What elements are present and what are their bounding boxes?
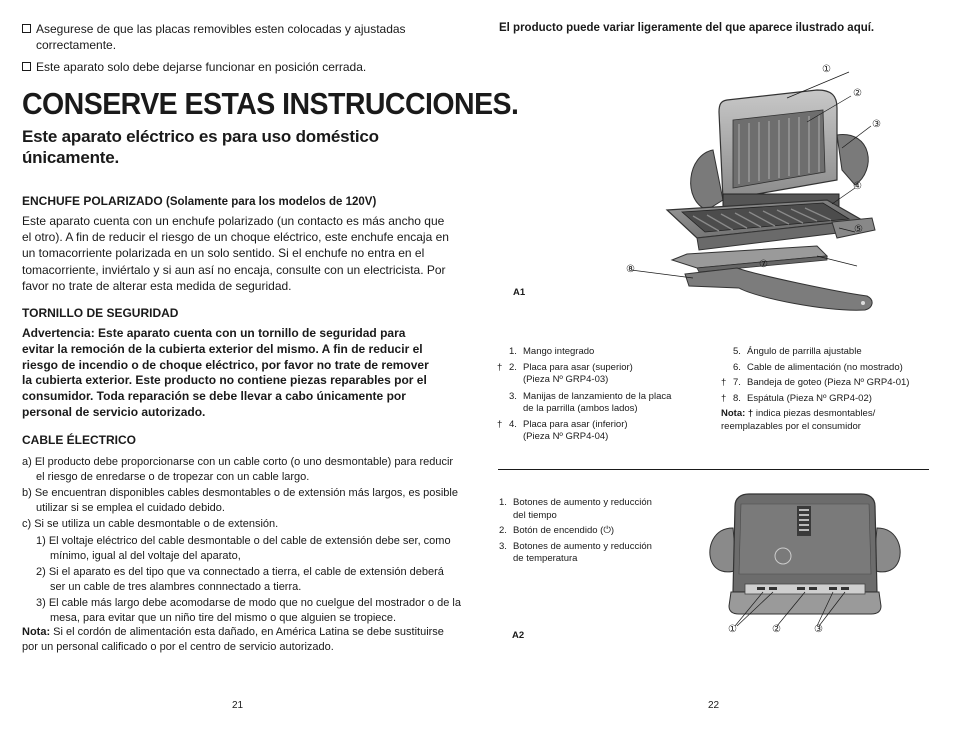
list-subitem: 1) El voltaje eléctrico del cable desmontable o del cable de extensión debe ser, como mínimo, igual al del voltaje del aparato, <box>36 535 451 562</box>
figure-a2-label: A2 <box>512 630 525 641</box>
polarized-body: Este aparato cuenta con un enchufe polarizado (un contacto es más ancho que el otro). A fin de reducir el riesgo de un choque eléctrico, este enchufe encaja en un tomacorriente polarizada en un solo sentido. Si el enchufe no entra en el tomacorriente, inviértalo y si aun así no encaja, consulte con un electricista. Por favor no trate de alterar esta medida de seguridad. <box>22 214 449 293</box>
list-item: 1. Mango integrado <box>509 346 595 357</box>
callout-2: ② <box>853 88 862 99</box>
list-item: 5. Ángulo de parrilla ajustable <box>733 346 862 357</box>
main-title: CONSERVE ESTAS INSTRUCCIONES. <box>22 86 519 121</box>
callout-a2-3: ③ <box>814 624 823 635</box>
list-item: c) Si se utiliza un cable desmontable o de extensión. <box>22 518 279 530</box>
figure-a1-label: A1 <box>513 287 526 298</box>
list-item: † 2. Placa para asar (superior) (Pieza Nº GRP4-03) <box>497 361 633 385</box>
callout-3: ③ <box>872 119 881 130</box>
callout-5: ⑤ <box>854 224 863 235</box>
screw-heading: TORNILLO DE SEGURIDAD <box>22 306 179 320</box>
bullet-item: Asegurese de que las placas removibles esten colocadas y ajustadas correctamente. <box>22 22 452 53</box>
callout-7: ⑦ <box>759 259 768 270</box>
list-item: 1. Botones de aumento y reducción del tiempo <box>499 497 652 521</box>
list-item: 6. Cable de alimentación (no mostrado) <box>733 361 903 373</box>
list-item: † 7. Bandeja de goteo (Pieza Nº GRP4-01) <box>721 377 910 388</box>
page-number: 22 <box>708 700 720 711</box>
callout-a2-1: ① <box>728 624 737 635</box>
parts-list-right <box>721 346 941 433</box>
checkbox-bullet-icon <box>22 62 31 71</box>
list-item: 3. Manijas de lanzamiento de la placa de la parrilla (ambos lados) <box>509 390 672 414</box>
list-item: † 4. Placa para asar (inferior) (Pieza Nº GRP4-04) <box>497 418 628 442</box>
checkbox-bullet-icon <box>22 24 31 33</box>
list-item: b) Se encuentran disponibles cables desmontables o de extensión más largos, es posible utilizar si se emplea el cuidado debido. <box>22 487 458 514</box>
parts-list-left <box>497 346 707 444</box>
list-item: a) El producto debe proporcionarse con un cable corto (o uno desmontable) para reducir el riesgo de enredarse o de tropezar con un cable largo. <box>22 456 454 483</box>
subtitle: Este aparato eléctrico es para uso doméstico únicamente. <box>22 127 379 167</box>
polarized-heading: ENCHUFE POLARIZADO (Solamente para los modelos de 120V) <box>22 194 377 208</box>
right-page <box>477 0 954 738</box>
callout-4: ④ <box>853 181 862 192</box>
section-divider <box>498 469 929 470</box>
page-number: 21 <box>232 700 244 711</box>
controls-list <box>499 497 699 566</box>
callout-a2-2: ② <box>772 624 781 635</box>
callout-8: ⑧ <box>626 264 635 275</box>
cord-note: Nota: Si el cordón de alimentación esta dañado, en América Latina se debe sustituirse por un personal calificado o por el centro de servicio autorizado. <box>22 626 444 653</box>
screw-body: Advertencia: Este aparato cuenta con un tornillo de seguridad para evitar la remoción de la cubierta exterior del mismo. A fin de reducir el riesgo de incendio o de choque eléctrico, por favor no trate de remover la cubierta exterior. Este producto no contiene piezas reparables por el consumidor. Toda reparación se debe llevar a cabo únicamente por personal de servicio autorizado. <box>22 326 429 419</box>
list-subitem: 3) El cable más largo debe acomodarse de modo que no cuelgue del mostrador o de la mesa, para evitar que un niño tire del mismo o que alguien se tropiece. <box>36 597 461 624</box>
bullet-item: Este aparato solo debe dejarse funcionar en posición cerrada. <box>22 60 452 76</box>
cord-heading: CABLE ÉLECTRICO <box>22 433 136 447</box>
grill-open-illustration <box>627 60 927 315</box>
cord-list <box>22 455 462 626</box>
list-item: 2. Botón de encendido (⏻) <box>499 525 614 536</box>
disclaimer: El producto puede variar ligeramente del que aparece ilustrado aquí. <box>499 22 875 34</box>
callout-1: ① <box>822 64 831 75</box>
list-subitem: 2) Si el aparato es del tipo que va connectado a tierra, el cable de extensión deberá ser un cable de tres alambres connnectado a tierra. <box>36 566 444 593</box>
list-item: 3. Botones de aumento y reducción de temperatura <box>499 540 652 564</box>
list-item: † 8. Espátula (Pieza Nº GRP4-02) <box>721 392 872 404</box>
parts-note: Nota: † indica piezas desmontables/ reemplazables por el consumidor <box>721 408 876 432</box>
